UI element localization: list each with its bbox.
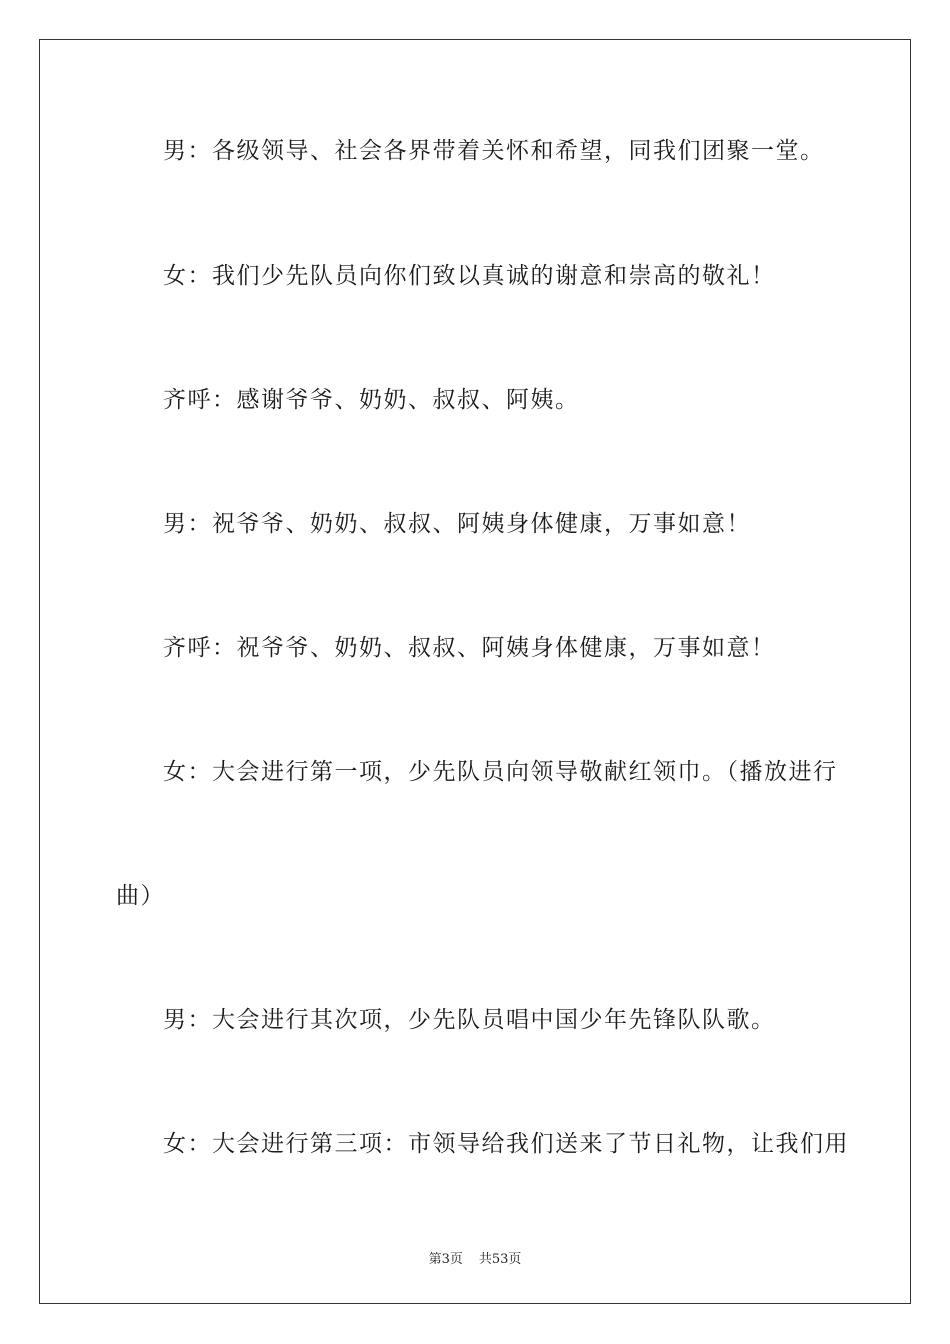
paragraph-line: 男：祝爷爷、奶奶、叔叔、阿姨身体健康，万事如意！	[163, 511, 751, 537]
paragraph-line: 女：大会进行第三项：市领导给我们送来了节日礼物，让我们用	[163, 1131, 849, 1157]
page-total: 共53页	[478, 1252, 522, 1267]
page-number: 第3页	[428, 1252, 463, 1267]
paragraph-line: 女：我们少先队员向你们致以真诚的谢意和崇高的敬礼！	[163, 263, 776, 289]
page-footer	[0, 1248, 950, 1267]
page-border	[39, 39, 911, 1304]
paragraph-line: 男：大会进行其次项，少先队员唱中国少年先锋队队歌。	[163, 1007, 776, 1033]
paragraph-line: 齐呼：祝爷爷、奶奶、叔叔、阿姨身体健康，万事如意！	[163, 635, 776, 661]
paragraph-line: 齐呼：感谢爷爷、奶奶、叔叔、阿姨。	[163, 387, 580, 413]
paragraph-line: 女：大会进行第一项，少先队员向领导敬献红领巾。（播放进行	[163, 759, 838, 785]
paragraph-line: 曲）	[116, 883, 165, 909]
paragraph-line: 男：各级领导、社会各界带着关怀和希望，同我们团聚一堂。	[163, 138, 825, 164]
